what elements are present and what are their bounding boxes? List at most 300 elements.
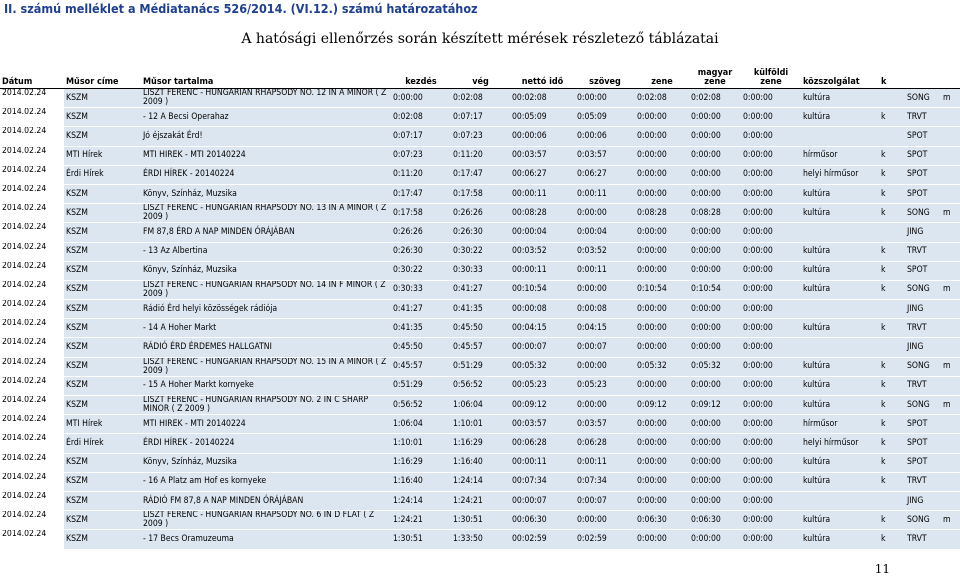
cell-k — [879, 300, 905, 319]
cell-foreign-music: 0:00:00 — [741, 89, 801, 108]
cell-text: 0:00:00 — [575, 357, 635, 376]
cell-program-title: Érdi Hírek — [64, 434, 141, 453]
cell-hungarian-music: 0:00:00 — [689, 338, 741, 357]
cell-type: SPOT — [905, 434, 941, 453]
cell-start: 0:00:00 — [391, 89, 451, 108]
cell-date: 2014.02.24 — [0, 204, 64, 223]
cell-net-time: 00:06:27 — [510, 165, 575, 184]
page-number: 11 — [874, 562, 890, 576]
cell-program-title: KSZM — [64, 184, 141, 203]
cell-start: 1:24:21 — [391, 511, 451, 530]
cell-net-time: 00:00:08 — [510, 300, 575, 319]
cell-music: 0:00:00 — [635, 146, 689, 165]
cell-m — [941, 184, 960, 203]
cell-foreign-music: 0:00:00 — [741, 184, 801, 203]
cell-end: 0:56:52 — [451, 376, 510, 395]
cell-program-title: MTI Hírek — [64, 415, 141, 434]
cell-hungarian-music: 0:00:00 — [689, 261, 741, 280]
cell-m — [941, 415, 960, 434]
cell-m — [941, 530, 960, 549]
table-row — [0, 108, 960, 127]
cell-foreign-music: 0:00:00 — [741, 127, 801, 146]
cell-m — [941, 376, 960, 395]
col-text: szöveg — [575, 62, 635, 89]
cell-text: 0:00:00 — [575, 511, 635, 530]
cell-foreign-music: 0:00:00 — [741, 204, 801, 223]
cell-m — [941, 165, 960, 184]
cell-public-service: kultúra — [801, 453, 879, 472]
cell-start: 0:26:30 — [391, 242, 451, 261]
table-row — [0, 261, 960, 280]
cell-text: 0:06:27 — [575, 165, 635, 184]
cell-m — [941, 338, 960, 357]
cell-k: k — [879, 108, 905, 127]
cell-public-service: kultúra — [801, 530, 879, 549]
cell-net-time: 00:00:07 — [510, 338, 575, 357]
cell-end: 0:45:50 — [451, 319, 510, 338]
cell-end: 0:17:47 — [451, 165, 510, 184]
cell-text: 0:00:00 — [575, 280, 635, 299]
cell-foreign-music: 0:00:00 — [741, 491, 801, 510]
cell-foreign-music: 0:00:00 — [741, 223, 801, 242]
cell-hungarian-music: 0:00:00 — [689, 184, 741, 203]
cell-text: 0:00:11 — [575, 261, 635, 280]
cell-date: 2014.02.24 — [0, 472, 64, 491]
cell-text: 0:03:52 — [575, 242, 635, 261]
measurement-table — [0, 62, 960, 550]
cell-foreign-music: 0:00:00 — [741, 434, 801, 453]
cell-date: 2014.02.24 — [0, 511, 64, 530]
cell-program-title: KSZM — [64, 511, 141, 530]
cell-k: k — [879, 396, 905, 415]
table-row — [0, 530, 960, 549]
cell-music: 0:00:00 — [635, 453, 689, 472]
cell-hungarian-music: 0:00:00 — [689, 127, 741, 146]
cell-program-content: - 14 A Hoher Markt — [141, 319, 391, 338]
cell-program-content: Rádió Érd helyi közösségek rádiója — [141, 300, 391, 319]
cell-public-service: kultúra — [801, 472, 879, 491]
col-k: k — [879, 62, 905, 89]
cell-start: 0:30:33 — [391, 280, 451, 299]
cell-program-title: KSZM — [64, 472, 141, 491]
cell-k: k — [879, 184, 905, 203]
cell-type: SONG — [905, 204, 941, 223]
cell-music: 0:00:00 — [635, 319, 689, 338]
table-row — [0, 165, 960, 184]
table-row — [0, 319, 960, 338]
cell-text: 0:06:28 — [575, 434, 635, 453]
cell-public-service — [801, 223, 879, 242]
cell-foreign-music: 0:00:00 — [741, 261, 801, 280]
col-m — [941, 62, 960, 89]
table-row — [0, 280, 960, 299]
cell-music: 0:00:00 — [635, 338, 689, 357]
cell-program-title: KSZM — [64, 530, 141, 549]
cell-date: 2014.02.24 — [0, 127, 64, 146]
cell-hungarian-music: 0:00:00 — [689, 530, 741, 549]
cell-net-time: 00:10:54 — [510, 280, 575, 299]
cell-start: 0:56:52 — [391, 396, 451, 415]
table-row — [0, 396, 960, 415]
cell-k: k — [879, 434, 905, 453]
cell-end: 1:06:04 — [451, 396, 510, 415]
cell-start: 0:45:57 — [391, 357, 451, 376]
cell-net-time: 00:00:11 — [510, 184, 575, 203]
cell-public-service: kultúra — [801, 396, 879, 415]
cell-hungarian-music: 0:06:30 — [689, 511, 741, 530]
cell-hungarian-music: 0:00:00 — [689, 376, 741, 395]
cell-type: SPOT — [905, 127, 941, 146]
cell-date: 2014.02.24 — [0, 242, 64, 261]
col-end: vég — [451, 62, 510, 89]
cell-public-service: kultúra — [801, 511, 879, 530]
cell-hungarian-music: 0:02:08 — [689, 89, 741, 108]
cell-type: JING — [905, 300, 941, 319]
cell-k: k — [879, 319, 905, 338]
cell-foreign-music: 0:00:00 — [741, 165, 801, 184]
table-header-row — [0, 62, 960, 89]
cell-end: 1:24:14 — [451, 472, 510, 491]
cell-net-time: 00:00:11 — [510, 261, 575, 280]
cell-start: 1:16:29 — [391, 453, 451, 472]
cell-start: 0:11:20 — [391, 165, 451, 184]
cell-program-title: KSZM — [64, 204, 141, 223]
cell-end: 1:16:29 — [451, 434, 510, 453]
cell-start: 1:06:04 — [391, 415, 451, 434]
cell-program-content: RÁDIÓ FM 87,8 A NAP MINDEN ÓRÁJÁBAN — [141, 491, 391, 510]
cell-start: 0:17:47 — [391, 184, 451, 203]
cell-program-title: KSZM — [64, 396, 141, 415]
cell-program-content: ÉRDI HÍREK - 20140224 — [141, 165, 391, 184]
cell-m — [941, 319, 960, 338]
cell-end: 1:24:21 — [451, 491, 510, 510]
cell-k: k — [879, 453, 905, 472]
cell-type: SONG — [905, 357, 941, 376]
cell-date: 2014.02.24 — [0, 146, 64, 165]
cell-program-content: - 16 A Platz am Hof es kornyeke — [141, 472, 391, 491]
cell-m — [941, 434, 960, 453]
cell-program-content: MTI HIREK - MTI 20140224 — [141, 146, 391, 165]
cell-date: 2014.02.24 — [0, 108, 64, 127]
cell-k: k — [879, 357, 905, 376]
cell-program-content: Könyv, Színház, Muzsika — [141, 184, 391, 203]
cell-end: 0:41:35 — [451, 300, 510, 319]
cell-foreign-music: 0:00:00 — [741, 242, 801, 261]
cell-program-content: LISZT FERENC - HUNGARIAN RHAPSODY NO. 14 IN F MINOR ( Z 2009 ) — [141, 280, 391, 299]
cell-foreign-music: 0:00:00 — [741, 376, 801, 395]
cell-music: 0:00:00 — [635, 223, 689, 242]
cell-end: 0:07:17 — [451, 108, 510, 127]
cell-hungarian-music: 0:00:00 — [689, 165, 741, 184]
cell-start: 1:30:51 — [391, 530, 451, 549]
cell-program-content: LISZT FERENC - HUNGARIAN RHAPSODY NO. 13 IN A MINOR ( Z 2009 ) — [141, 204, 391, 223]
cell-start: 0:02:08 — [391, 108, 451, 127]
cell-program-content: Könyv, Színház, Muzsika — [141, 261, 391, 280]
cell-text: 0:00:11 — [575, 184, 635, 203]
cell-type: SPOT — [905, 453, 941, 472]
cell-text: 0:00:00 — [575, 204, 635, 223]
cell-music: 0:00:00 — [635, 472, 689, 491]
cell-hungarian-music: 0:00:00 — [689, 242, 741, 261]
cell-m: m — [941, 280, 960, 299]
cell-music: 0:00:00 — [635, 434, 689, 453]
cell-m: m — [941, 396, 960, 415]
cell-foreign-music: 0:00:00 — [741, 280, 801, 299]
cell-k: k — [879, 511, 905, 530]
cell-type: SPOT — [905, 261, 941, 280]
cell-hungarian-music: 0:00:00 — [689, 319, 741, 338]
cell-k — [879, 223, 905, 242]
cell-music: 0:00:00 — [635, 127, 689, 146]
cell-date: 2014.02.24 — [0, 280, 64, 299]
cell-program-content: ÉRDI HÍREK - 20140224 — [141, 434, 391, 453]
col-net-time: nettó idő — [510, 62, 575, 89]
cell-m: m — [941, 357, 960, 376]
cell-music: 0:00:00 — [635, 261, 689, 280]
cell-foreign-music: 0:00:00 — [741, 396, 801, 415]
cell-start: 0:41:35 — [391, 319, 451, 338]
cell-date: 2014.02.24 — [0, 415, 64, 434]
cell-start: 0:17:58 — [391, 204, 451, 223]
cell-music: 0:00:00 — [635, 300, 689, 319]
col-public-service: közszolgálat — [801, 62, 879, 89]
cell-music: 0:09:12 — [635, 396, 689, 415]
cell-text: 0:05:09 — [575, 108, 635, 127]
cell-text: 0:03:57 — [575, 415, 635, 434]
col-foreign-music: külföldi zene — [741, 62, 801, 89]
cell-hungarian-music: 0:05:32 — [689, 357, 741, 376]
cell-start: 0:51:29 — [391, 376, 451, 395]
cell-hungarian-music: 0:00:00 — [689, 415, 741, 434]
cell-music: 0:00:00 — [635, 242, 689, 261]
cell-music: 0:05:32 — [635, 357, 689, 376]
cell-foreign-music: 0:00:00 — [741, 357, 801, 376]
cell-text: 0:03:57 — [575, 146, 635, 165]
cell-k: k — [879, 472, 905, 491]
cell-type: TRVT — [905, 319, 941, 338]
cell-public-service: kultúra — [801, 89, 879, 108]
cell-date: 2014.02.24 — [0, 184, 64, 203]
cell-program-title: KSZM — [64, 300, 141, 319]
cell-type: JING — [905, 338, 941, 357]
cell-end: 0:11:20 — [451, 146, 510, 165]
cell-m: m — [941, 511, 960, 530]
cell-program-title: KSZM — [64, 491, 141, 510]
table-row — [0, 89, 960, 108]
cell-date: 2014.02.24 — [0, 165, 64, 184]
cell-end: 0:17:58 — [451, 184, 510, 203]
table-row — [0, 376, 960, 395]
cell-m: m — [941, 204, 960, 223]
cell-net-time: 00:03:57 — [510, 415, 575, 434]
cell-program-title: KSZM — [64, 242, 141, 261]
cell-public-service: kultúra — [801, 357, 879, 376]
cell-program-title: KSZM — [64, 89, 141, 108]
cell-text: 0:02:59 — [575, 530, 635, 549]
cell-date: 2014.02.24 — [0, 434, 64, 453]
col-type — [905, 62, 941, 89]
cell-foreign-music: 0:00:00 — [741, 472, 801, 491]
cell-date: 2014.02.24 — [0, 300, 64, 319]
cell-public-service: kultúra — [801, 280, 879, 299]
cell-type: TRVT — [905, 242, 941, 261]
cell-public-service: kultúra — [801, 319, 879, 338]
cell-program-content: LISZT FERENC - HUNGARIAN RHAPSODY NO. 2 IN C SHARP MINOR ( Z 2009 ) — [141, 396, 391, 415]
cell-start: 0:41:27 — [391, 300, 451, 319]
cell-date: 2014.02.24 — [0, 530, 64, 549]
cell-net-time: 00:06:30 — [510, 511, 575, 530]
table-row — [0, 300, 960, 319]
cell-net-time: 00:00:07 — [510, 491, 575, 510]
cell-program-title: KSZM — [64, 127, 141, 146]
cell-public-service — [801, 338, 879, 357]
cell-net-time: 00:04:15 — [510, 319, 575, 338]
cell-music: 0:10:54 — [635, 280, 689, 299]
cell-k: k — [879, 261, 905, 280]
cell-type: JING — [905, 491, 941, 510]
cell-end: 0:02:08 — [451, 89, 510, 108]
cell-net-time: 00:00:06 — [510, 127, 575, 146]
cell-music: 0:00:00 — [635, 165, 689, 184]
cell-end: 1:10:01 — [451, 415, 510, 434]
cell-m: m — [941, 89, 960, 108]
cell-start: 0:30:22 — [391, 261, 451, 280]
cell-k: k — [879, 242, 905, 261]
cell-music: 0:06:30 — [635, 511, 689, 530]
cell-text: 0:05:23 — [575, 376, 635, 395]
cell-net-time: 00:03:52 — [510, 242, 575, 261]
cell-k — [879, 338, 905, 357]
cell-public-service: kultúra — [801, 261, 879, 280]
cell-text: 0:00:08 — [575, 300, 635, 319]
cell-music: 0:00:00 — [635, 184, 689, 203]
cell-public-service: kultúra — [801, 242, 879, 261]
cell-date: 2014.02.24 — [0, 223, 64, 242]
cell-k: k — [879, 165, 905, 184]
cell-program-content: RÁDIÓ ÉRD ÉRDEMES HALLGATNI — [141, 338, 391, 357]
cell-m — [941, 300, 960, 319]
table-row — [0, 434, 960, 453]
table-row — [0, 242, 960, 261]
cell-end: 0:30:22 — [451, 242, 510, 261]
cell-music: 0:00:00 — [635, 415, 689, 434]
cell-m — [941, 223, 960, 242]
cell-k: k — [879, 530, 905, 549]
cell-program-content: - 13 Az Albertina — [141, 242, 391, 261]
cell-public-service: hírműsor — [801, 146, 879, 165]
cell-foreign-music: 0:00:00 — [741, 511, 801, 530]
cell-hungarian-music: 0:00:00 — [689, 223, 741, 242]
cell-m — [941, 453, 960, 472]
cell-program-title: KSZM — [64, 376, 141, 395]
cell-music: 0:00:00 — [635, 491, 689, 510]
cell-text: 0:00:06 — [575, 127, 635, 146]
cell-foreign-music: 0:00:00 — [741, 108, 801, 127]
cell-public-service — [801, 491, 879, 510]
cell-music: 0:00:00 — [635, 108, 689, 127]
cell-k: k — [879, 376, 905, 395]
cell-hungarian-music: 0:00:00 — [689, 491, 741, 510]
cell-program-content: - 15 A Hoher Markt kornyeke — [141, 376, 391, 395]
cell-type: SPOT — [905, 184, 941, 203]
cell-net-time: 00:02:59 — [510, 530, 575, 549]
cell-net-time: 00:00:04 — [510, 223, 575, 242]
cell-start: 0:45:50 — [391, 338, 451, 357]
cell-net-time: 00:05:23 — [510, 376, 575, 395]
cell-text: 0:00:04 — [575, 223, 635, 242]
cell-m — [941, 127, 960, 146]
cell-hungarian-music: 0:00:00 — [689, 146, 741, 165]
cell-program-title: Érdi Hírek — [64, 165, 141, 184]
table-body — [0, 89, 960, 550]
cell-hungarian-music: 0:00:00 — [689, 472, 741, 491]
cell-text: 0:07:34 — [575, 472, 635, 491]
cell-net-time: 00:07:34 — [510, 472, 575, 491]
cell-foreign-music: 0:00:00 — [741, 319, 801, 338]
cell-m — [941, 491, 960, 510]
cell-end: 0:30:33 — [451, 261, 510, 280]
cell-text: 0:00:07 — [575, 338, 635, 357]
col-program-content: Műsor tartalma — [141, 62, 391, 89]
cell-net-time: 00:05:09 — [510, 108, 575, 127]
cell-hungarian-music: 0:00:00 — [689, 108, 741, 127]
cell-hungarian-music: 0:00:00 — [689, 453, 741, 472]
cell-end: 1:33:50 — [451, 530, 510, 549]
document-title: A hatósági ellenőrzés során készített mérések részletező táblázatai — [241, 31, 719, 47]
cell-type: TRVT — [905, 472, 941, 491]
cell-end: 0:41:27 — [451, 280, 510, 299]
cell-m — [941, 242, 960, 261]
col-start: kezdés — [391, 62, 451, 89]
table-row — [0, 357, 960, 376]
cell-k — [879, 127, 905, 146]
cell-public-service — [801, 127, 879, 146]
cell-program-content: MTI HIREK - MTI 20140224 — [141, 415, 391, 434]
document-header: II. számú melléklet a Médiatanács 526/2014. (VI.12.) számú határozatához — [4, 1, 478, 16]
table-row — [0, 338, 960, 357]
cell-public-service: helyi hírműsor — [801, 434, 879, 453]
cell-date: 2014.02.24 — [0, 338, 64, 357]
cell-type: JING — [905, 223, 941, 242]
cell-k: k — [879, 204, 905, 223]
cell-end: 0:26:26 — [451, 204, 510, 223]
table-row — [0, 184, 960, 203]
cell-program-title: KSZM — [64, 357, 141, 376]
cell-public-service: hírműsor — [801, 415, 879, 434]
cell-program-content: - 12 A Becsi Operahaz — [141, 108, 391, 127]
cell-type: TRVT — [905, 530, 941, 549]
col-hungarian-music: magyar zene — [689, 62, 741, 89]
table-row — [0, 472, 960, 491]
cell-foreign-music: 0:00:00 — [741, 338, 801, 357]
cell-public-service: kultúra — [801, 376, 879, 395]
col-date: Dátum — [0, 62, 64, 89]
cell-k: k — [879, 415, 905, 434]
cell-start: 0:07:17 — [391, 127, 451, 146]
cell-end: 0:07:23 — [451, 127, 510, 146]
cell-type: SONG — [905, 511, 941, 530]
cell-start: 1:10:01 — [391, 434, 451, 453]
cell-hungarian-music: 0:00:00 — [689, 434, 741, 453]
cell-start: 0:26:26 — [391, 223, 451, 242]
cell-text: 0:00:11 — [575, 453, 635, 472]
cell-net-time: 00:02:08 — [510, 89, 575, 108]
cell-program-content: Jó éjszakát Érd! — [141, 127, 391, 146]
cell-m — [941, 472, 960, 491]
cell-public-service: kultúra — [801, 204, 879, 223]
cell-m — [941, 108, 960, 127]
cell-foreign-music: 0:00:00 — [741, 453, 801, 472]
